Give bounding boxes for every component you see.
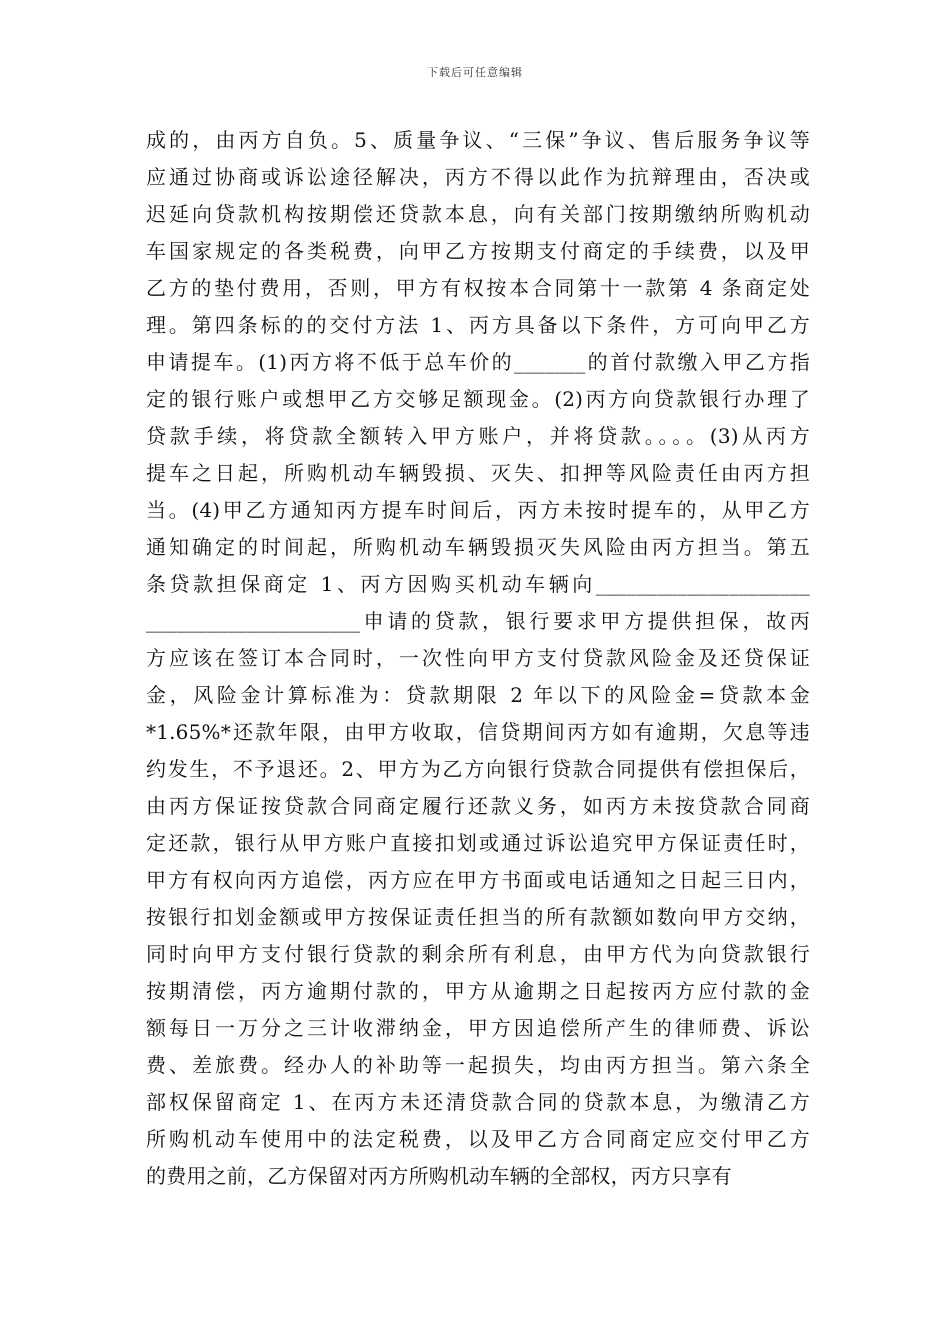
text-line: 当。(4)甲乙方通知丙方提车时间后，丙方未按时提车的，从甲乙方 xyxy=(146,498,810,522)
text-line: 应通过协商或诉讼途径解决，丙方不得以此作为抗辩理由，否决或 xyxy=(146,165,810,189)
text-line: 乙方的垫付费用，否则，甲方有权按本合同第十一款第 4 条商定处 xyxy=(146,276,810,300)
text-line: 部权保留商定 1、在丙方未还清贷款合同的贷款本息，为缴清乙方 xyxy=(146,1090,810,1114)
text-line: 贷款手续，将贷款全额转入甲方账户，并将贷款。。。。(3)从丙方 xyxy=(146,424,810,448)
text-line: 按期清偿，丙方逾期付款的，甲方从逾期之日起按丙方应付款的金 xyxy=(146,979,810,1003)
header-note: 下载后可任意编辑 xyxy=(427,66,523,79)
text-line: 甲方有权向丙方追偿，丙方应在甲方书面或电话通知之日起三日内， xyxy=(146,868,810,892)
text-line: 条贷款担保商定 1、丙方因购买机动车辆向_____________________ xyxy=(146,572,810,596)
text-line: 费、差旅费。经办人的补助等一起损失，均由丙方担当。第六条全 xyxy=(146,1053,810,1077)
text-line: 定的银行账户或想甲乙方交够足额现金。(2)丙方向贷款银行办理了 xyxy=(146,387,810,411)
text-line: 提车之日起，所购机动车辆毁损、灭失、扣押等风险责任由丙方担 xyxy=(146,461,810,485)
text-line: 金，风险金计算标准为：贷款期限 2 年以下的风险金=贷款本金 xyxy=(146,683,810,707)
text-line: 车国家规定的各类税费，向甲乙方按期支付商定的手续费，以及甲 xyxy=(146,239,810,263)
text-line: 约发生，不予退还。2、甲方为乙方向银行贷款合同提供有偿担保后， xyxy=(146,757,810,781)
text-line: 的费用之前，乙方保留对丙方所购机动车辆的全部权，丙方只享有 xyxy=(146,1164,732,1188)
text-line: 定还款，银行从甲方账户直接扣划或通过诉讼追究甲方保证责任时， xyxy=(146,831,810,855)
text-line: _____________________申请的贷款，银行要求甲方提供担保，故丙 xyxy=(146,609,810,633)
text-line: 按银行扣划金额或甲方按保证责任担当的所有款额如数向甲方交纳， xyxy=(146,905,810,929)
contract-body-text xyxy=(146,122,810,1195)
text-line: 同时向甲方支付银行贷款的剩余所有利息，由甲方代为向贷款银行 xyxy=(146,942,810,966)
text-line: 理。第四条标的的交付方法 1、丙方具备以下条件，方可向甲乙方 xyxy=(146,313,810,337)
text-line: 申请提车。(1)丙方将不低于总车价的_______的首付款缴入甲乙方指 xyxy=(146,350,810,374)
text-line: 方应该在签订本合同时，一次性向甲方支付贷款风险金及还贷保证 xyxy=(146,646,810,670)
text-line: 由丙方保证按贷款合同商定履行还款义务，如丙方未按贷款合同商 xyxy=(146,794,810,818)
text-line: 成的，由丙方自负。5、质量争议、“三保”争议、售后服务争议等 xyxy=(146,128,810,152)
text-line: 所购机动车使用中的法定税费，以及甲乙方合同商定应交付甲乙方 xyxy=(146,1127,810,1151)
text-line: 通知确定的时间起，所购机动车辆毁损灭失风险由丙方担当。第五 xyxy=(146,535,810,559)
text-line: 额每日一万分之三计收滞纳金，甲方因追偿所产生的律师费、诉讼 xyxy=(146,1016,810,1040)
text-line: *1.65%*还款年限，由甲方收取，信贷期间丙方如有逾期，欠息等违 xyxy=(146,720,810,744)
text-line: 迟延向贷款机构按期偿还贷款本息，向有关部门按期缴纳所购机动 xyxy=(146,202,810,226)
